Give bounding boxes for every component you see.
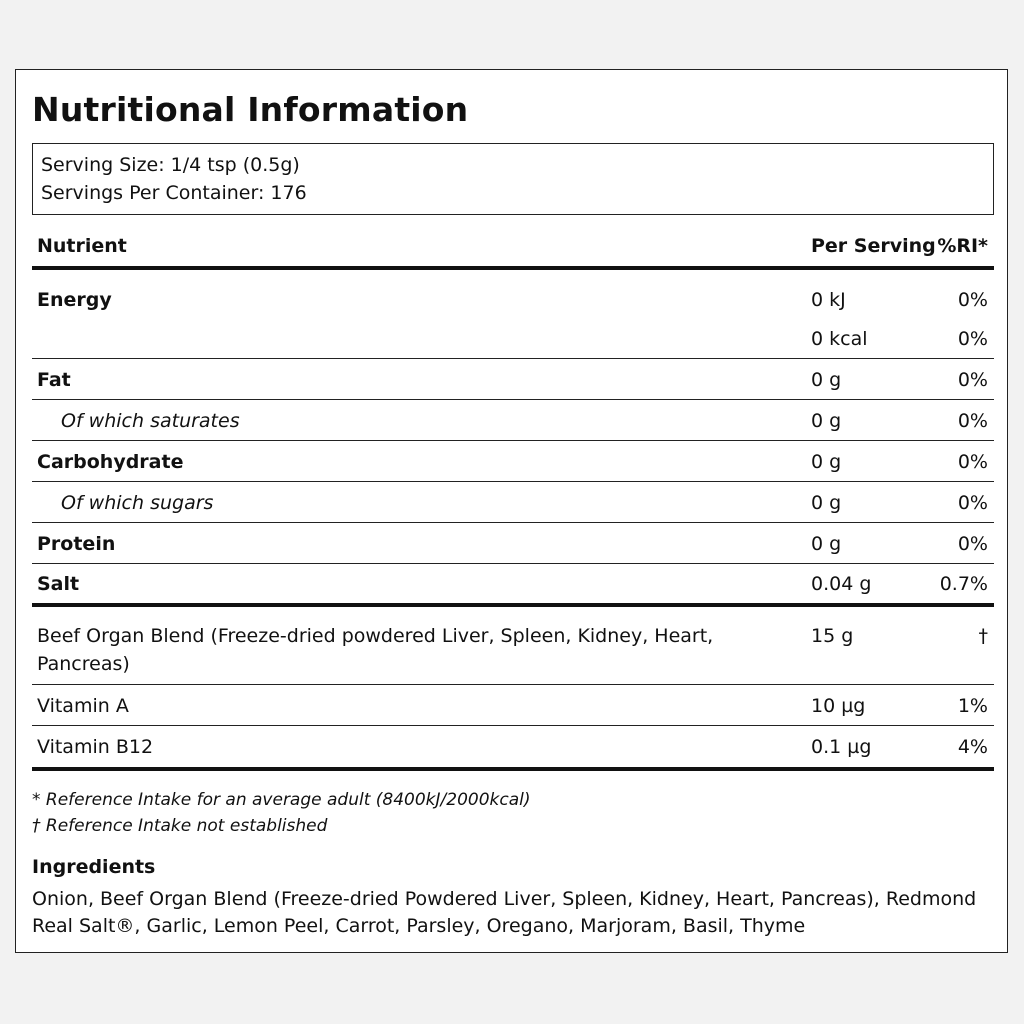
table-row xyxy=(32,270,994,310)
table-row xyxy=(32,310,994,359)
header-per-serving: Per Serving xyxy=(811,235,936,257)
row-amount: 10 µg xyxy=(811,695,866,717)
row-amount: 0.1 µg xyxy=(811,736,872,758)
nutrition-panel xyxy=(15,69,1008,953)
row-amount: 0 g xyxy=(811,410,842,432)
row-ri: 0% xyxy=(957,533,988,555)
row-amount: 0 g xyxy=(811,451,842,473)
header-nutrient: Nutrient xyxy=(37,235,127,257)
table-row xyxy=(32,607,994,685)
dagger-footnote: † Reference Intake not established xyxy=(32,816,328,836)
table-row xyxy=(32,564,994,607)
row-name: Fat xyxy=(37,369,71,391)
table-row xyxy=(32,482,994,523)
ri-footnote: * Reference Intake for an average adult (8400kJ/2000kcal) xyxy=(32,790,531,810)
footnotes xyxy=(32,787,531,839)
row-ri: 0% xyxy=(957,328,988,350)
row-amount: 0 g xyxy=(811,369,842,391)
row-name: Vitamin B12 xyxy=(37,736,154,758)
row-ri: 0% xyxy=(957,492,988,514)
table-header-row xyxy=(32,230,994,270)
row-name: Energy xyxy=(37,289,112,311)
row-name: Protein xyxy=(37,533,116,555)
row-amount: 0.04 g xyxy=(811,573,872,595)
page-title: Nutritional Information xyxy=(32,90,469,129)
serving-size: Serving Size: 1/4 tsp (0.5g) xyxy=(41,154,300,176)
row-ri: 0% xyxy=(957,369,988,391)
ingredients-text: Onion, Beef Organ Blend (Freeze-dried Powdered Liver, Spleen, Kidney, Heart, Pancreas), Redmond Real Salt®, Garlic, Lemon Peel, Carrot, Parsley, Oregano, Marjoram, Basil, Thyme xyxy=(32,888,977,937)
row-name: Salt xyxy=(37,573,80,595)
row-amount: 0 g xyxy=(811,492,842,514)
row-ri: 4% xyxy=(957,736,988,758)
serving-info-box xyxy=(32,143,994,215)
table-row xyxy=(32,400,994,441)
table-row xyxy=(32,441,994,482)
servings-per-container: Servings Per Container: 176 xyxy=(41,182,307,204)
row-name: Of which saturates xyxy=(61,410,240,432)
row-name: Vitamin A xyxy=(37,695,129,717)
row-amount: 0 kcal xyxy=(811,328,868,350)
row-ri: 0% xyxy=(957,289,988,311)
row-amount: 0 kJ xyxy=(811,289,846,311)
table-row xyxy=(32,726,994,771)
table-row xyxy=(32,685,994,726)
row-ri: 0.7% xyxy=(939,573,988,595)
row-name: Carbohydrate xyxy=(37,451,184,473)
nutrition-table xyxy=(32,230,994,771)
table-row xyxy=(32,523,994,564)
table-row xyxy=(32,359,994,400)
header-ri: %RI* xyxy=(937,235,988,257)
row-amount: 0 g xyxy=(811,533,842,555)
row-ri: 1% xyxy=(957,695,988,717)
row-amount: 15 g xyxy=(811,625,854,647)
row-ri: 0% xyxy=(957,410,988,432)
row-name: Of which sugars xyxy=(61,492,214,514)
row-ri: † xyxy=(978,625,988,647)
row-name: Beef Organ Blend (Freeze-dried powdered Liver, Spleen, Kidney, Heart, Pancreas) xyxy=(37,625,714,675)
ingredients-heading: Ingredients xyxy=(32,856,156,878)
row-ri: 0% xyxy=(957,451,988,473)
